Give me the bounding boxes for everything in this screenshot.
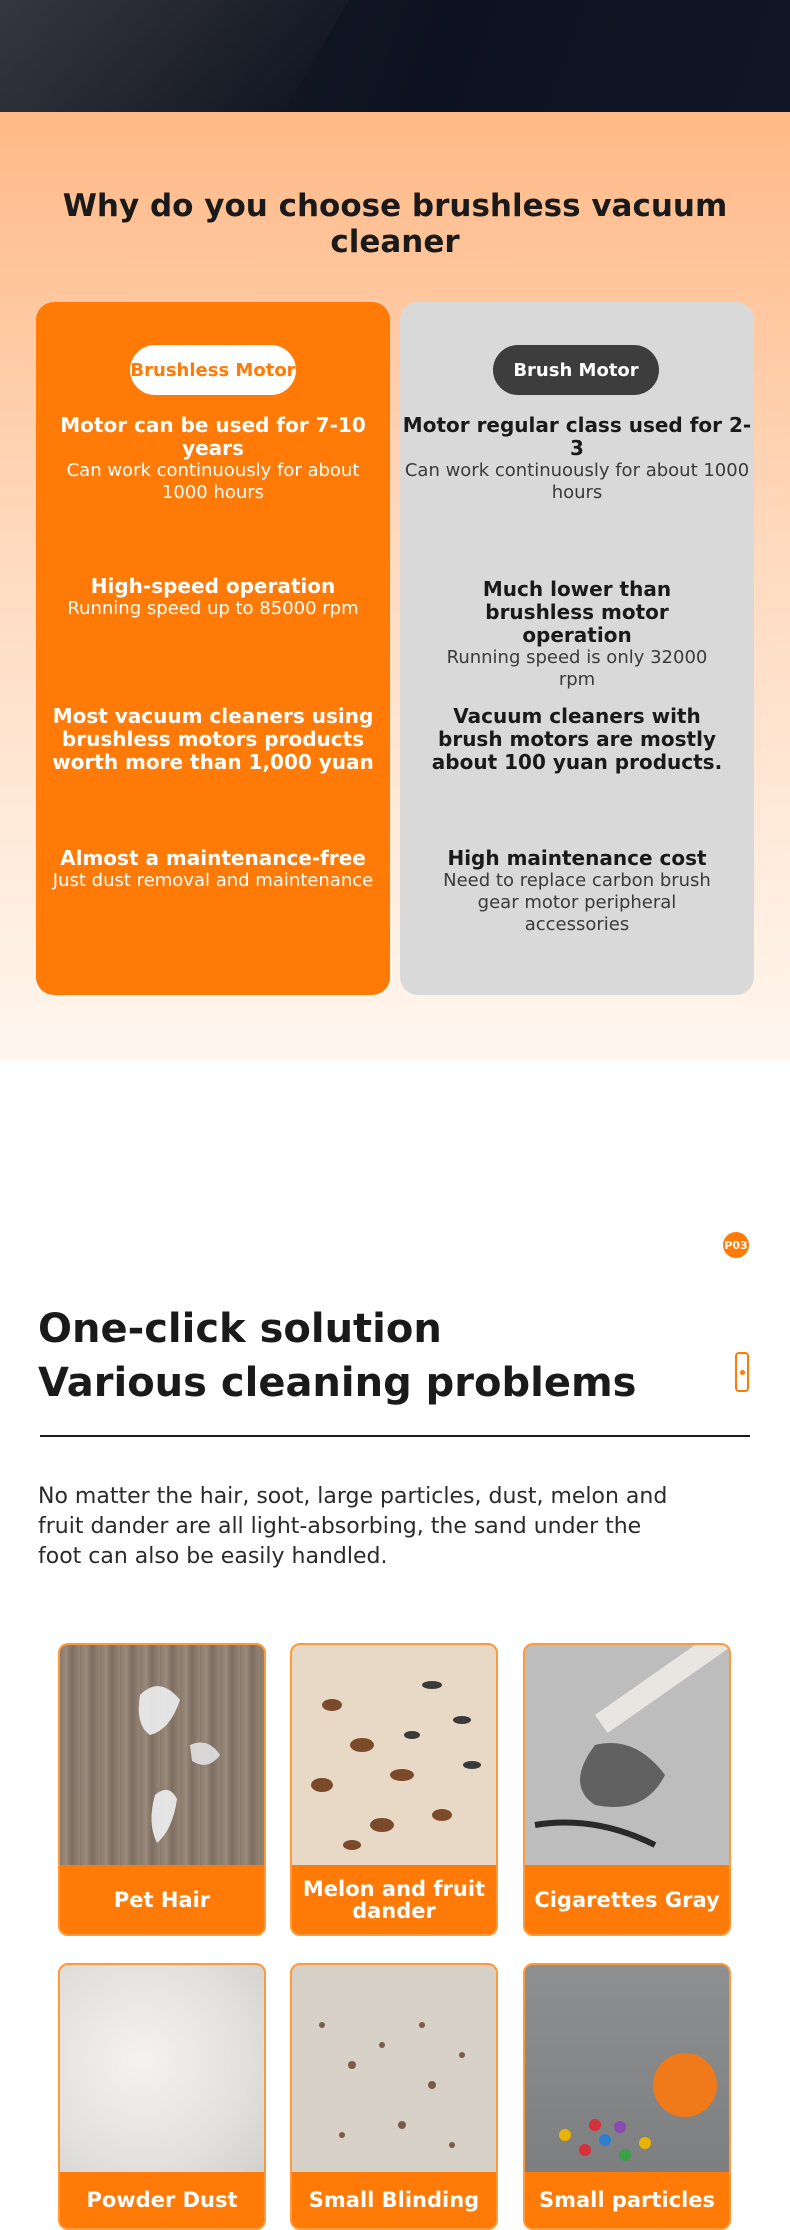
seed-shells-image xyxy=(292,1645,496,1865)
tile-label: Powder Dust xyxy=(60,2172,264,2228)
solution-intro: No matter the hair, soot, large particles, dust, melon and fruit dander are all light-absorbing, the sand under the foot can also be easily handled. xyxy=(38,1484,668,1569)
brushless-feature-maintenance xyxy=(36,847,390,892)
tile-melon-dander xyxy=(290,1643,498,1936)
page-number-badge: P03 xyxy=(723,1232,749,1258)
feature-title: Vacuum cleaners with brush motors are mostly about 100 yuan products. xyxy=(431,704,723,774)
feature-desc: Just dust removal and maintenance xyxy=(52,870,374,891)
feature-title: Motor regular class used for 2-3 xyxy=(402,413,752,460)
top-banner xyxy=(0,0,790,112)
tile-small-particles xyxy=(523,1963,731,2230)
cigarette-ash-photo xyxy=(525,1645,729,1865)
feature-desc: Running speed is only 32000 rpm xyxy=(446,647,708,690)
feature-desc: Can work continuously for about 1000 hours xyxy=(404,460,750,503)
brush-feature-price xyxy=(400,705,754,774)
tile-label: Pet Hair xyxy=(60,1865,264,1934)
feature-title: Almost a maintenance-free xyxy=(60,846,366,870)
powder-dust-photo xyxy=(60,1965,264,2178)
brush-feature-speed xyxy=(400,578,754,691)
brushless-feature-lifespan xyxy=(36,414,390,504)
tile-label: Melon and fruit dander xyxy=(292,1865,496,1934)
brush-motor-badge: Brush Motor xyxy=(493,345,659,395)
scroll-indicator-icon[interactable] xyxy=(735,1352,749,1392)
heading-line-1: One-click solution xyxy=(38,1306,442,1352)
tile-powder-dust xyxy=(58,1963,266,2230)
melon-dander-photo xyxy=(292,1645,496,1865)
tile-label: Small Blinding xyxy=(292,2172,496,2228)
candy-particles-image xyxy=(525,1965,729,2178)
tile-cigarettes-gray xyxy=(523,1643,731,1936)
brush-feature-maintenance xyxy=(400,847,754,936)
tile-label: Cigarettes Gray xyxy=(525,1865,729,1934)
heading-divider xyxy=(40,1435,750,1437)
small-particles-photo xyxy=(525,1965,729,2178)
brushless-motor-card xyxy=(36,302,390,995)
feature-title: Motor can be used for 7-10 years xyxy=(60,413,366,460)
pet-hair-photo xyxy=(60,1645,264,1865)
brush-motor-card xyxy=(400,302,754,995)
tile-pet-hair xyxy=(58,1643,266,1936)
comparison-title: Why do you choose brushless vacuum cleaner xyxy=(62,188,728,260)
heading-line-2: Various cleaning problems xyxy=(38,1360,637,1406)
solution-heading xyxy=(38,1302,636,1410)
scroll-dot xyxy=(740,1370,745,1375)
feature-desc: Running speed up to 85000 rpm xyxy=(67,598,359,619)
feature-title: High-speed operation xyxy=(90,574,336,598)
tile-label: Small particles xyxy=(525,2172,729,2228)
feature-desc: Can work continuously for about 1000 hours xyxy=(66,460,360,503)
comparison-section xyxy=(0,112,790,1060)
feature-desc: Need to replace carbon brush gear motor peripheral accessories xyxy=(443,870,711,935)
small-blinding-photo xyxy=(292,1965,496,2178)
brush-feature-lifespan xyxy=(400,414,754,504)
pet-hair-image xyxy=(60,1645,264,1865)
feature-title: High maintenance cost xyxy=(447,846,707,870)
sand-grains-image xyxy=(292,1965,496,2178)
brushless-motor-badge: Brushless Motor xyxy=(130,345,296,395)
banner-light-streak xyxy=(0,0,384,112)
feature-title: Most vacuum cleaners using brushless motors products worth more than 1,000 yuan xyxy=(52,704,374,774)
cigarette-ash-image xyxy=(525,1645,729,1865)
tile-small-blinding xyxy=(290,1963,498,2230)
brushless-feature-price xyxy=(36,705,390,774)
feature-title: Much lower than brushless motor operation xyxy=(482,577,672,647)
brushless-feature-speed xyxy=(36,575,390,620)
